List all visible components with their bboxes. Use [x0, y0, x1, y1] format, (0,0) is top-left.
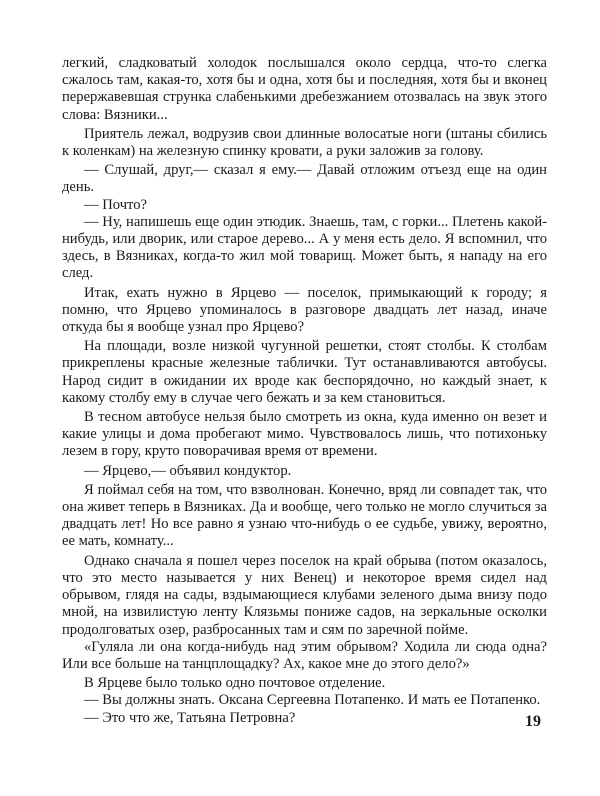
paragraph: В Ярцеве было только одно почтовое отделение. — [84, 675, 386, 692]
dialogue-line: — Слушай, друг,— сказал я ему.— Давай отложим отъезд еще на один день. — [62, 162, 547, 196]
book-page-text — [62, 55, 547, 727]
paragraph: В тесном автобусе нельзя было смотреть из окна, куда именно он везет и какие улицы и дома пробегают мимо. Чувствовалось лишь, что потихоньку лезем в гору, круто поворачивая время от времени. — [62, 409, 547, 460]
dialogue-line: — Ярцево,— объявил кондуктор. — [84, 462, 292, 479]
paragraph: Приятель лежал, водрузив свои длинные волосатые ноги (штаны сбились к коленкам) на железную спинку кровати, а руки заложив за голову. — [62, 125, 547, 160]
quoted-thought: «Гуляла ли она когда-нибудь над этим обрывом? Ходила ли сюда одна? Или все больше на танцплощадку? Ах, какое мне до этого дело?» — [62, 638, 547, 672]
paragraph: На площади, возле низкой чугунной решетки, стоят столбы. К столбам прикреплены красные железные таблички. Тут останавливаются автобусы. Народ сидит в ожидании их вроде как беспорядочно, но каждый знает, к какому столбу ему в случае чего бежать и за кем становиться. — [62, 338, 547, 406]
dialogue-line: — Это что же, Татьяна Петровна? — [84, 709, 296, 726]
dialogue-line: — Почто? — [84, 196, 147, 213]
paragraph: Итак, ехать нужно в Ярцево — поселок, примыкающий к городу; я помню, что Ярцево упоминалось в разговоре двадцать лет назад, иначе откуда бы я вообще узнал про Ярцево? — [62, 284, 547, 336]
paragraph-continued: легкий, сладковатый холодок послышался около сердца, что-то слегка сжалось там, какая-то, хотя бы и одна, хотя бы и последняя, хотя бы и вконец перержавевшая струнка слабенькими дребезжанием отозвалась на звук этого слова: Вязники... — [62, 55, 547, 123]
page-number: 19 — [525, 713, 541, 730]
dialogue-line: — Ну, напишешь еще один этюдик. Знаешь, там, с горки... Плетень какой-нибудь, или дворик, или старое дерево... А у меня есть дело. Я вспомнил, что здесь, в Вязниках, когда-то жил мой товарищ. Может быть, я нападу на его след. — [62, 213, 547, 282]
paragraph: Однако сначала я пошел через поселок на край обрыва (потом оказалось, что это место называется у них Венец) и некоторое время сидел над обрывом, глядя на сады, вздымающиеся клубами зеленого дыма внизу подо мной, на извилистую ленту Клязьмы пониже садов, на зеркальные осколки продолговатых озер, разбросанных там и сям по заречной пойме. — [62, 552, 547, 638]
paragraph: Я поймал себя на том, что взволнован. Конечно, вряд ли совпадет так, что она живет теперь в Вязниках. Да и вообще, чего только не могло случиться за двадцать лет! Но все равно я узнаю что-нибудь о ее судьбе, увижу, вероятно, ее мать, комнату... — [62, 481, 547, 550]
dialogue-line: — Вы должны знать. Оксана Сергеевна Потапенко. И мать ее Потапенко. — [84, 692, 541, 709]
